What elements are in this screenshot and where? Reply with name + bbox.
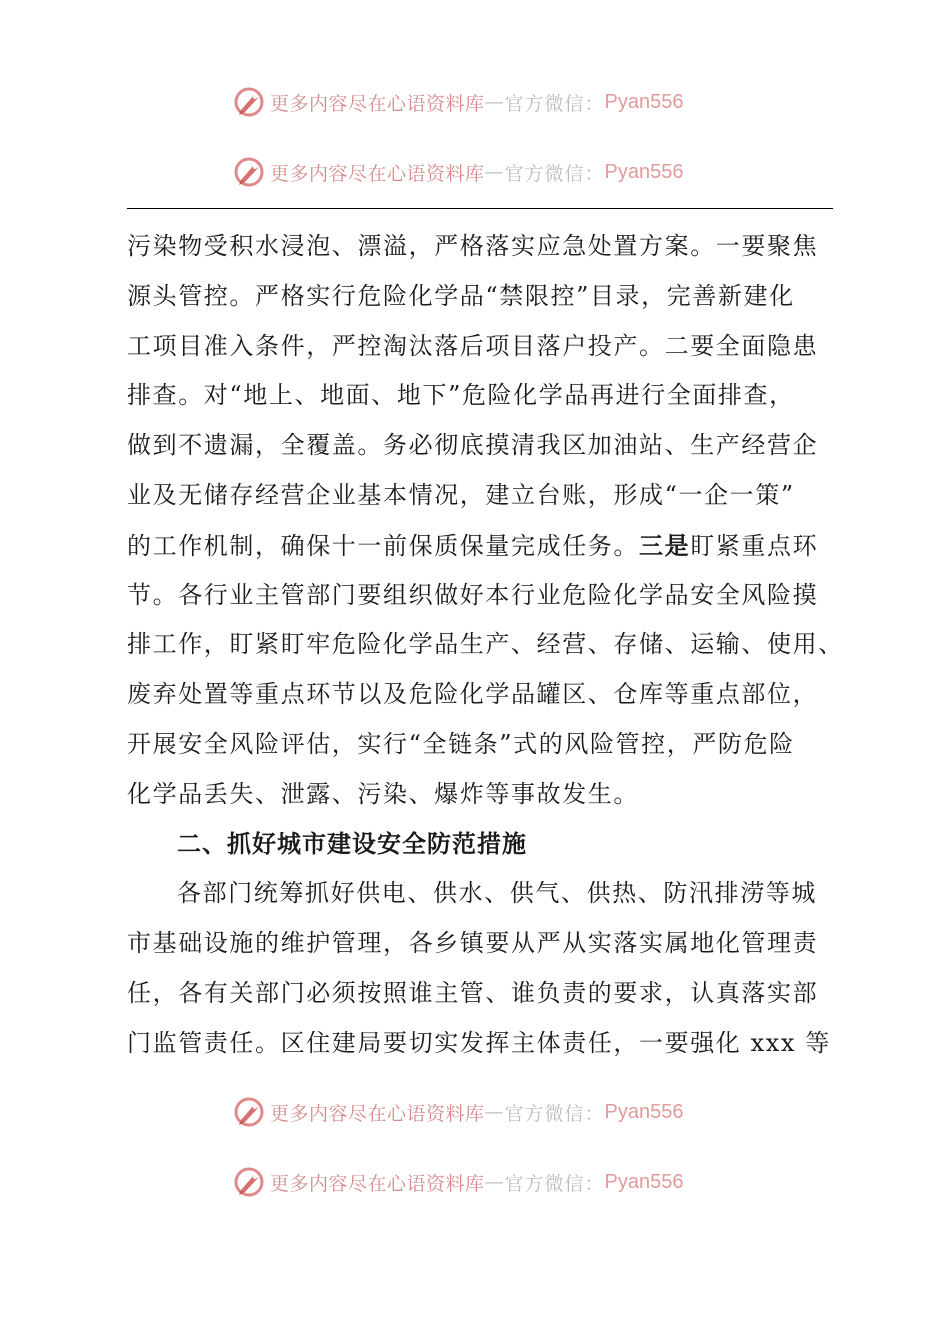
watermark-label: 官方微信：	[504, 162, 605, 185]
text-line: 排查。对“地上、地面、地下”危险化学品再进行全面排查，	[127, 381, 795, 410]
text-line: 市基础设施的维护管理，各乡镇要从严从实落实属地化管理责	[127, 929, 819, 958]
text-line: 污染物受积水浸泡、漂溢，严格落实应急处置方案。一要聚焦	[127, 232, 819, 260]
text-line: 工项目准入条件，严控淘汰落后项目落户投产。二要全面隐患	[127, 331, 819, 360]
section-heading: 二、抓好城市建设安全防范措施	[177, 829, 527, 858]
header-divider	[127, 208, 833, 209]
text-line: 门监管责任。区住建局要切实发挥主体责任，一要强化 xxx 等	[127, 1028, 831, 1057]
text-line: 各部门统筹抓好供电、供水、供气、供热、防汛排涝等城	[177, 879, 817, 908]
bold-lead-in: 三是	[639, 530, 691, 560]
watermark-banner	[232, 154, 684, 190]
watermark-brand-text: 更多内容尽在心语资料库	[270, 1172, 485, 1195]
text-segment: 盯紧重点环	[690, 531, 819, 560]
watermark-dash: —	[484, 1171, 505, 1193]
watermark-wechat-id: Pyan556	[604, 160, 684, 183]
watermark-brand-text: 更多内容尽在心语资料库	[270, 92, 485, 115]
pen-nib-circle-icon	[232, 1095, 266, 1129]
watermark-dash: —	[484, 161, 505, 183]
text-line	[127, 521, 833, 571]
watermark-label: 官方微信：	[504, 92, 605, 115]
watermark-banner	[232, 1164, 684, 1200]
document-body	[127, 222, 844, 1069]
watermark-wechat-id: Pyan556	[604, 90, 684, 113]
watermark-brand-text: 更多内容尽在心语资料库	[270, 162, 485, 185]
watermark-brand-text: 更多内容尽在心语资料库	[270, 1102, 485, 1125]
text-segment: 的工作机制，确保十一前保质保量完成任务。	[127, 531, 639, 560]
watermark-label: 官方微信：	[504, 1172, 605, 1195]
pen-nib-circle-icon	[232, 85, 266, 119]
pen-nib-circle-icon	[232, 1165, 266, 1199]
watermark-dash: —	[484, 91, 505, 113]
text-line: 做到不遗漏，全覆盖。务必彻底摸清我区加油站、生产经营企	[127, 431, 819, 460]
text-line: 排工作，盯紧盯牢危险化学品生产、经营、存储、运输、使用、	[127, 630, 844, 659]
text-line: 开展安全风险评估，实行“全链条”式的风险管控，严防危险	[127, 729, 795, 758]
text-line: 化学品丢失、泄露、污染、爆炸等事故发生。	[127, 779, 639, 808]
watermark-banner	[232, 84, 684, 120]
text-line: 废弃处置等重点环节以及危险化学品罐区、仓库等重点部位，	[127, 680, 819, 709]
watermark-wechat-id: Pyan556	[604, 1100, 684, 1123]
watermark-banner	[232, 1094, 684, 1130]
watermark-dash: —	[484, 1101, 505, 1123]
text-line: 业及无储存经营企业基本情况，建立台账，形成“一企一策”	[127, 480, 795, 509]
text-line: 源头管控。严格实行危险化学品“禁限控”目录，完善新建化	[127, 281, 795, 310]
pen-nib-circle-icon	[232, 155, 266, 189]
text-line: 节。各行业主管部门要组织做好本行业危险化学品安全风险摸	[127, 580, 819, 609]
text-line: 任，各有关部门必须按照谁主管、谁负责的要求，认真落实部	[127, 978, 819, 1007]
watermark-label: 官方微信：	[504, 1102, 605, 1125]
watermark-wechat-id: Pyan556	[604, 1170, 684, 1193]
